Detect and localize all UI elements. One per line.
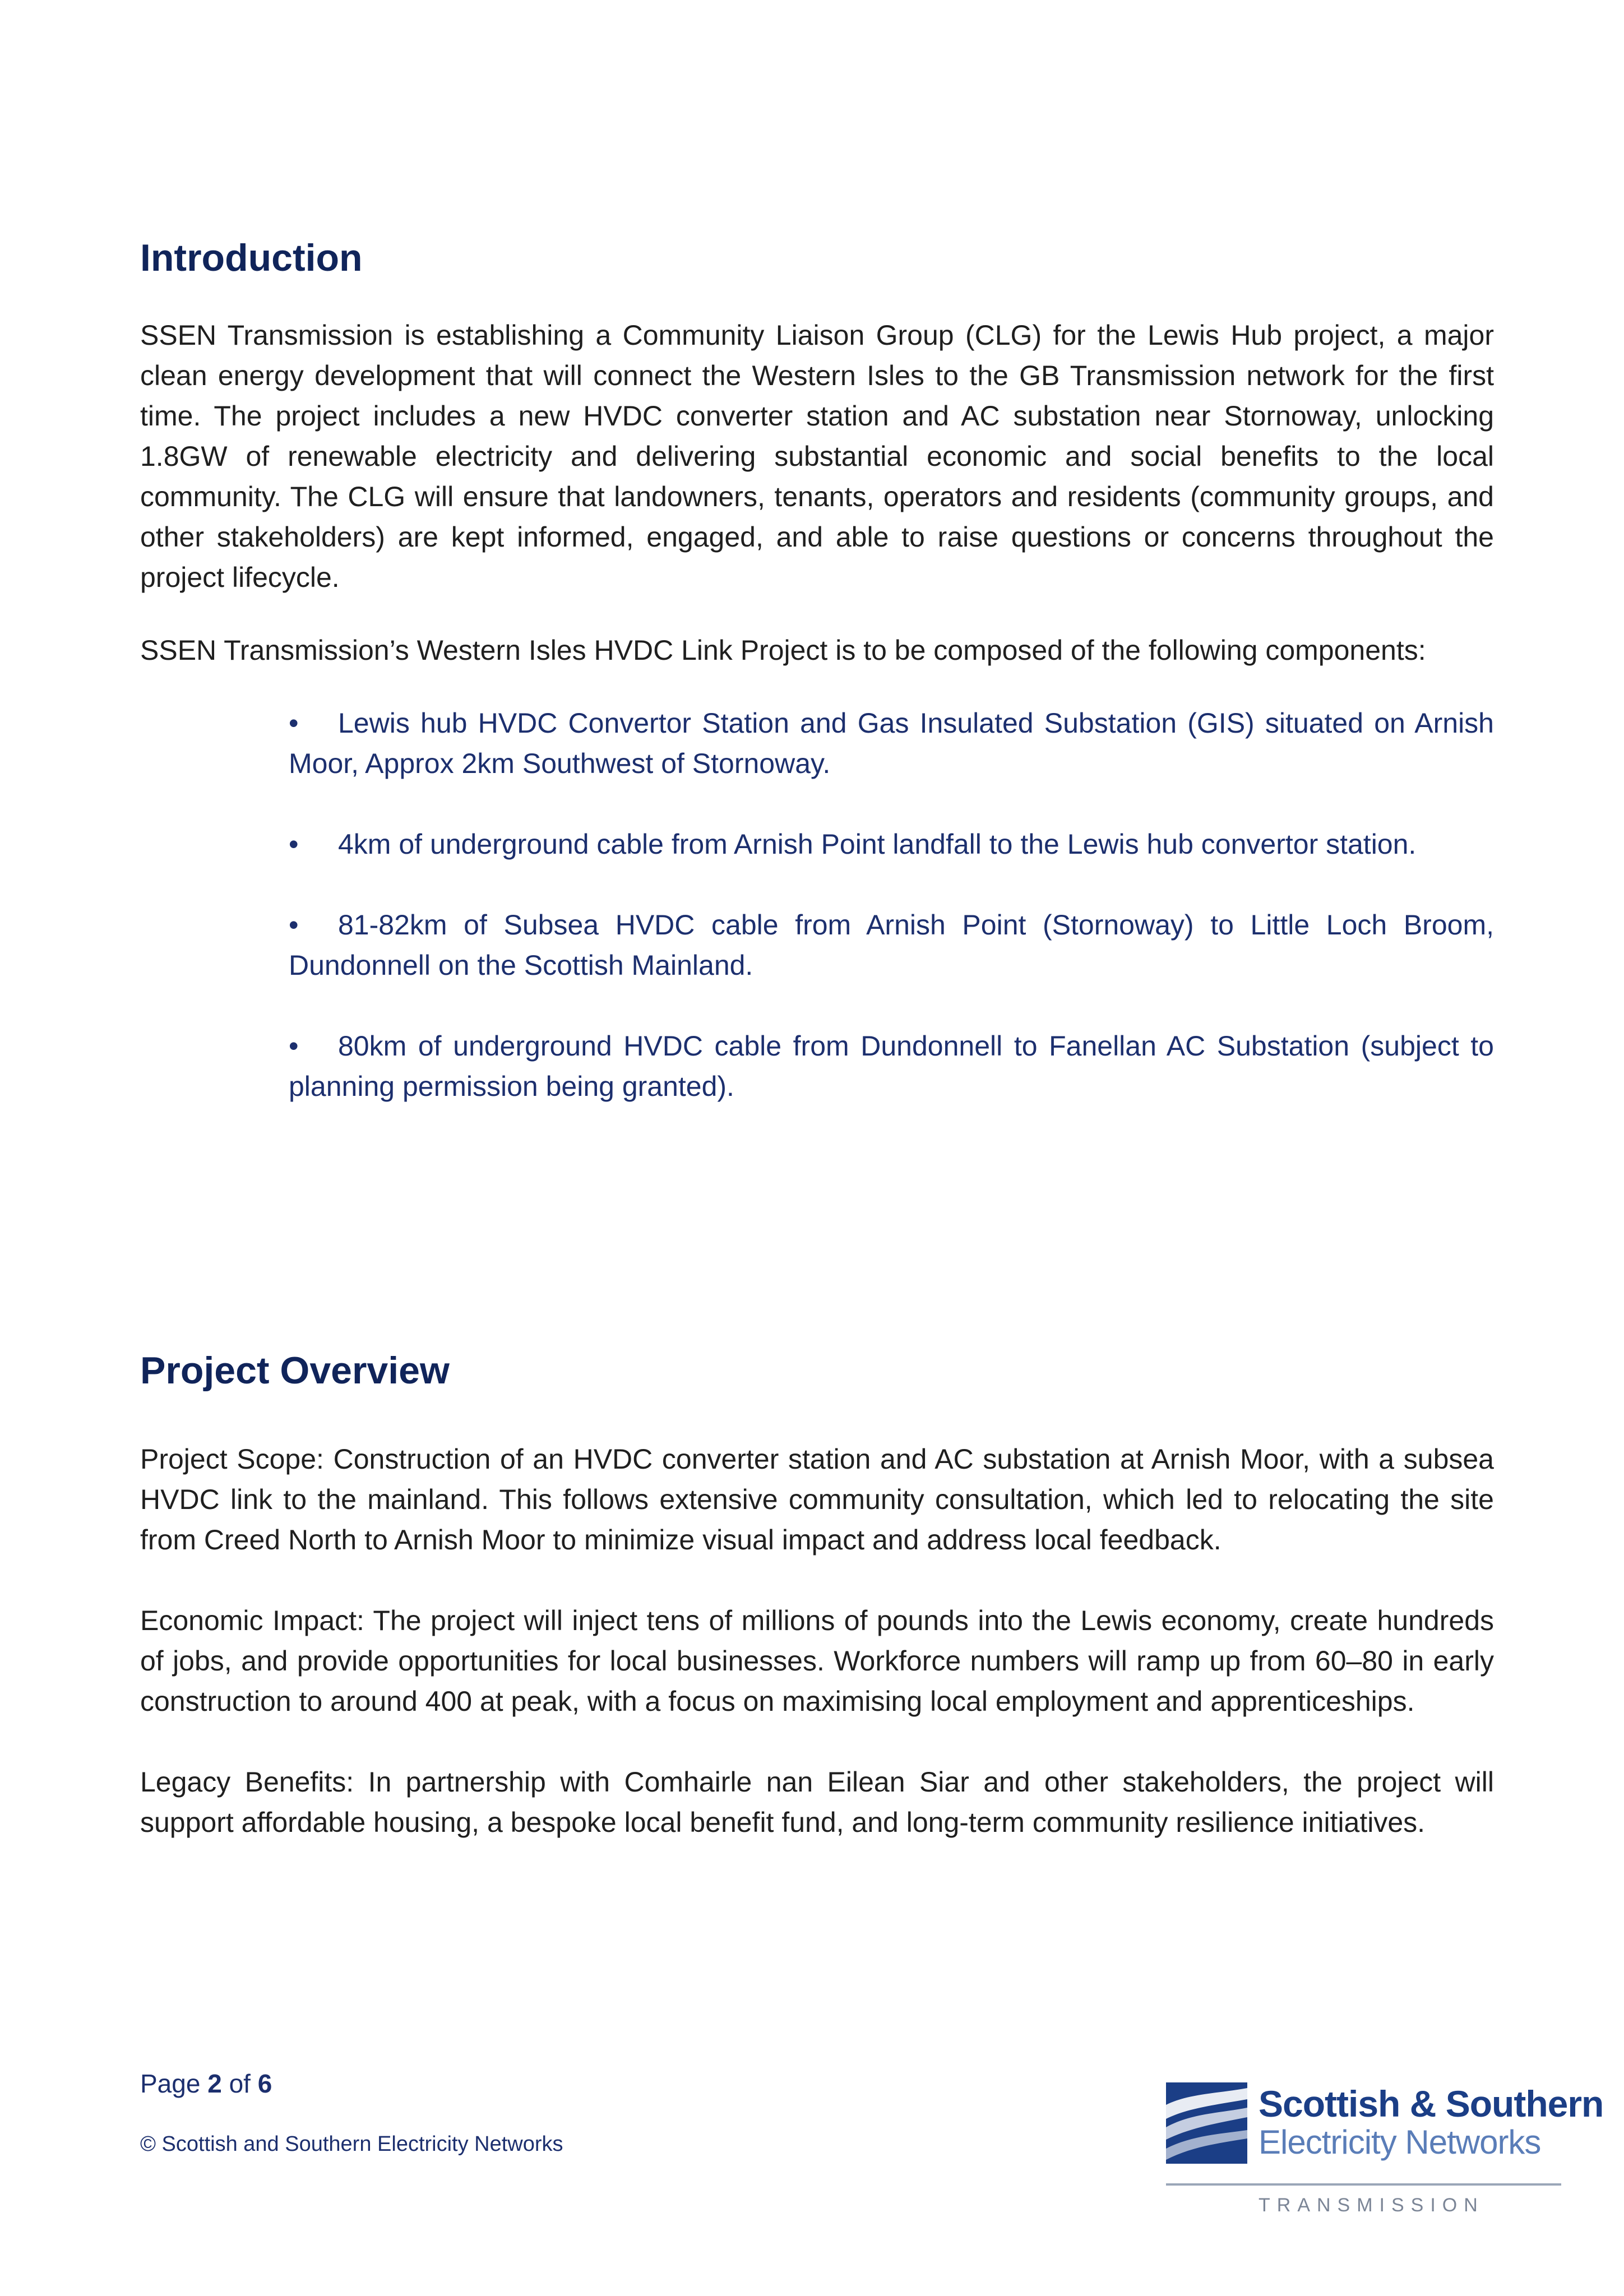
legacy-benefits-paragraph: Legacy Benefits: In partnership with Comhairle nan Eilean Siar and other stakeholders, the project will support affordable housing, a bespoke local benefit fund, and long-term community resilience initiatives. bbox=[140, 1766, 1494, 1838]
components-list bbox=[140, 703, 1494, 1107]
introduction-paragraph-1: SSEN Transmission is establishing a Community Liaison Group (CLG) for the Lewis Hub project, a major clean energy development that will connect the Western Isles to the GB Transmission network for the first time. The project includes a new HVDC converter station and AC substation near Stornoway, unlocking 1.8GW of renewable electricity and delivering substantial economic and social benefits to the local community. The CLG will ensure that landowners, tenants, operators and residents (community groups, and other stakeholders) are kept informed, engaged, and able to raise questions or concerns throughout the project lifecycle. bbox=[140, 319, 1494, 593]
bullet-icon: • bbox=[289, 707, 299, 739]
introduction-heading: Introduction bbox=[140, 237, 363, 279]
project-overview-section bbox=[140, 1348, 1494, 1883]
project-scope-paragraph: Project Scope: Construction of an HVDC converter station and AC substation at Arnish Moor, with a subsea HVDC link to the mainland. This follows extensive community consultation, which led to relocating the site from Creed North to Arnish Moor to minimize visual impact and address local feedback. bbox=[140, 1443, 1494, 1556]
bullet-icon: • bbox=[289, 828, 299, 860]
logo-divider bbox=[1166, 2183, 1561, 2186]
economic-impact-paragraph: Economic Impact: The project will inject tens of millions of pounds into the Lewis economy, create hundreds of jobs, and provide opportunities for local businesses. Workforce numbers will ramp up from 60–80 in early construction to around 400 at peak, with a focus on maximising local employment and apprenticeships. bbox=[140, 1604, 1494, 1717]
component-text: 81-82km of Subsea HVDC cable from Arnish Point (Stornoway) to Little Loch Broom, Dundonnell on the Scottish Mainland. bbox=[289, 909, 1494, 981]
list-item bbox=[289, 905, 1494, 985]
page-current: 2 bbox=[207, 2069, 222, 2098]
bullet-icon: • bbox=[289, 1030, 299, 1062]
list-item bbox=[289, 1026, 1494, 1107]
page-number bbox=[140, 2068, 563, 2099]
logo-line-3: TRANSMISSION bbox=[1259, 2195, 1484, 2216]
logo-line-2: Electricity Networks bbox=[1259, 2123, 1541, 2161]
list-item bbox=[289, 824, 1494, 864]
component-text: Lewis hub HVDC Convertor Station and Gas Insulated Substation (GIS) situated on Arnish Moor, Approx 2km Southwest of Stornoway. bbox=[289, 707, 1494, 779]
page-word: Page bbox=[140, 2069, 201, 2098]
logo-line-1: Scottish & Southern bbox=[1259, 2083, 1604, 2124]
page-total: 6 bbox=[257, 2069, 272, 2098]
ssen-wave-icon bbox=[1166, 2082, 1247, 2164]
introduction-section bbox=[140, 235, 1494, 1147]
component-text: 4km of underground cable from Arnish Point landfall to the Lewis hub convertor station. bbox=[338, 828, 1417, 860]
ssen-transmission-logo bbox=[1163, 2082, 1604, 2223]
page-of: of bbox=[229, 2069, 251, 2098]
introduction-paragraph-2: SSEN Transmission’s Western Isles HVDC Link Project is to be composed of the following components: bbox=[140, 634, 1426, 666]
bullet-icon: • bbox=[289, 909, 299, 941]
copyright-notice: © Scottish and Southern Electricity Networks bbox=[140, 2132, 563, 2156]
list-item bbox=[289, 703, 1494, 784]
component-text: 80km of underground HVDC cable from Dundonnell to Fanellan AC Substation (subject to planning permission being granted). bbox=[289, 1030, 1494, 1102]
footer bbox=[140, 2068, 563, 2156]
project-overview-heading: Project Overview bbox=[140, 1349, 450, 1392]
